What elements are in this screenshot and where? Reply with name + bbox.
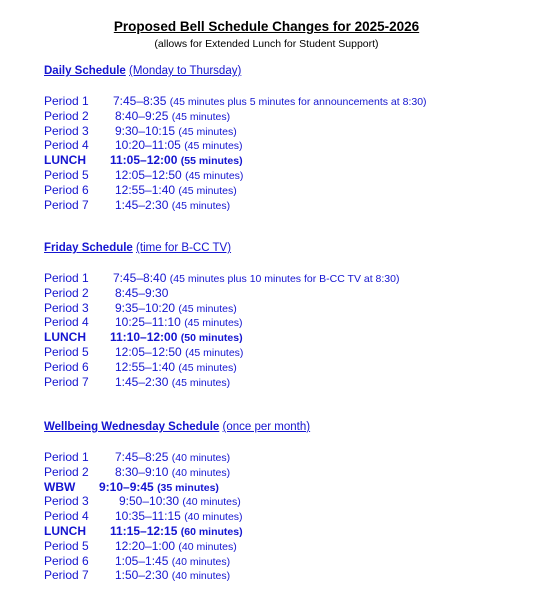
duration-note: (40 minutes)	[178, 540, 237, 553]
duration-note: (40 minutes)	[171, 466, 231, 479]
time-range: 12:05–12:50	[115, 167, 182, 182]
period-time	[99, 480, 219, 496]
duration-note: (45 minutes)	[185, 169, 244, 182]
period-label: Period 3	[44, 494, 89, 509]
duration-note: (50 minutes)	[180, 332, 243, 345]
time-range: 8:30–9:10	[115, 464, 169, 479]
period-time	[115, 109, 230, 125]
period-time	[115, 183, 237, 199]
schedule-row	[44, 509, 514, 524]
time-range: 10:35–11:15	[115, 509, 181, 524]
schedule-row	[44, 465, 514, 480]
duration-note: (45 minutes)	[184, 317, 243, 330]
duration-note: (60 minutes)	[180, 525, 243, 538]
time-range: 7:45–8:40	[113, 271, 167, 285]
schedule-row	[44, 183, 514, 198]
period-time	[115, 315, 243, 331]
period-label: Period 6	[44, 182, 89, 197]
friday-schedule-rows	[44, 271, 514, 389]
schedule-row	[44, 138, 514, 153]
schedule-row	[44, 524, 514, 539]
period-label: Period 4	[44, 138, 89, 153]
period-label: Period 7	[44, 197, 89, 212]
period-label: Period 6	[44, 359, 89, 374]
period-label: WBW	[44, 479, 76, 494]
document-title: Proposed Bell Schedule Changes for 2025-2026	[113, 19, 420, 34]
period-time	[115, 286, 168, 301]
friday-schedule-heading	[44, 242, 231, 254]
period-time	[115, 509, 243, 525]
period-label: Period 1	[44, 94, 89, 108]
time-range: 1:05–1:45	[115, 553, 169, 568]
period-time	[119, 494, 241, 510]
period-label: Period 5	[44, 538, 89, 553]
schedule-row	[44, 480, 514, 495]
time-range: 7:45–8:35	[113, 94, 167, 108]
period-time	[115, 301, 237, 317]
time-range: 12:05–12:50	[115, 344, 182, 359]
period-time	[113, 94, 427, 110]
section-title: Daily Schedule	[44, 65, 126, 77]
period-label: Period 3	[44, 123, 89, 138]
time-range: 1:50–2:30	[115, 568, 169, 583]
period-label: Period 2	[44, 108, 89, 123]
period-label: Period 7	[44, 374, 89, 389]
schedule-row	[44, 568, 514, 583]
period-label: Period 2	[44, 464, 89, 479]
schedule-row	[44, 539, 514, 554]
period-label: LUNCH	[44, 523, 86, 538]
time-range: 11:15–12:15	[110, 523, 178, 538]
duration-note: (45 minutes)	[171, 199, 231, 212]
time-range: 11:10–12:00	[110, 330, 178, 345]
period-label: Period 4	[44, 315, 89, 330]
period-time	[115, 465, 230, 481]
schedule-row	[44, 554, 514, 569]
period-time	[110, 153, 243, 169]
period-label: LUNCH	[44, 330, 86, 345]
schedule-row	[44, 168, 514, 183]
duration-note: (45 minutes)	[178, 302, 237, 315]
duration-note: (40 minutes)	[171, 555, 231, 568]
period-time	[115, 168, 243, 184]
time-range: 8:45–9:30	[115, 285, 169, 300]
period-label: Period 5	[44, 167, 89, 182]
duration-note: (45 minutes)	[178, 184, 237, 197]
time-range: 9:50–10:30	[119, 494, 180, 509]
duration-note: (45 minutes)	[184, 140, 243, 153]
schedule-row	[44, 94, 514, 109]
duration-note: (45 minutes)	[171, 376, 231, 389]
duration-note: (40 minutes)	[184, 511, 243, 524]
schedule-row	[44, 301, 514, 316]
duration-note: (35 minutes)	[157, 481, 219, 494]
duration-note: (40 minutes)	[182, 496, 241, 509]
schedule-row	[44, 109, 514, 124]
section-note: (Monday to Thursday)	[129, 65, 242, 77]
document-subtitle: (allows for Extended Lunch for Student Support)	[154, 38, 379, 50]
time-range: 9:35–10:20	[115, 300, 176, 315]
time-range: 12:55–1:40	[115, 182, 176, 197]
period-time	[115, 568, 230, 584]
time-range: 12:20–1:00	[115, 538, 176, 553]
wellbeing-wednesday-rows	[44, 450, 514, 583]
time-range: 10:20–11:05	[115, 138, 181, 153]
period-time	[115, 345, 243, 361]
schedule-row	[44, 271, 514, 286]
time-range: 12:55–1:40	[115, 359, 176, 374]
period-label: Period 6	[44, 553, 89, 568]
period-label: Period 7	[44, 568, 89, 583]
time-range: 1:45–2:30	[115, 197, 169, 212]
schedule-row	[44, 330, 514, 345]
period-time	[115, 539, 237, 555]
period-time	[115, 360, 237, 376]
period-time	[110, 330, 243, 346]
section-note: (time for B-CC TV)	[136, 242, 232, 254]
time-range: 10:25–11:10	[115, 315, 181, 330]
time-range: 8:40–9:25	[115, 108, 169, 123]
duration-note: (45 minutes plus 5 minutes for announcements at 8:30)	[169, 96, 427, 108]
time-range: 11:05–12:00	[110, 153, 178, 168]
schedule-row	[44, 124, 514, 139]
schedule-row	[44, 153, 514, 168]
daily-schedule-rows	[44, 94, 514, 212]
section-title: Friday Schedule	[44, 242, 133, 254]
section-note: (once per month)	[222, 421, 311, 433]
period-label: Period 2	[44, 285, 89, 300]
schedule-row	[44, 198, 514, 213]
schedule-row	[44, 494, 514, 509]
period-time	[115, 554, 230, 570]
period-label: Period 1	[44, 450, 89, 464]
section-title: Wellbeing Wednesday Schedule	[44, 421, 220, 433]
period-label: Period 4	[44, 509, 89, 524]
duration-note: (45 minutes)	[178, 125, 237, 138]
period-time	[113, 271, 399, 287]
duration-note: (55 minutes)	[180, 155, 243, 168]
period-time	[115, 375, 230, 391]
time-range: 9:30–10:15	[115, 123, 176, 138]
duration-note: (45 minutes)	[178, 361, 237, 374]
period-time	[115, 124, 237, 140]
duration-note: (40 minutes)	[171, 570, 231, 583]
time-range: 9:10–9:45	[99, 479, 154, 494]
period-time	[110, 524, 243, 540]
schedule-row	[44, 345, 514, 360]
period-time	[115, 450, 230, 466]
schedule-row	[44, 450, 514, 465]
wellbeing-wednesday-heading	[44, 421, 310, 433]
schedule-row	[44, 286, 514, 301]
period-time	[115, 138, 243, 154]
schedule-row	[44, 360, 514, 375]
schedule-row	[44, 375, 514, 390]
duration-note: (45 minutes)	[171, 110, 231, 123]
period-label: LUNCH	[44, 153, 86, 168]
period-label: Period 5	[44, 344, 89, 359]
duration-note: (40 minutes)	[171, 452, 231, 464]
schedule-row	[44, 315, 514, 330]
time-range: 7:45–8:25	[115, 450, 169, 464]
period-label: Period 3	[44, 300, 89, 315]
period-time	[115, 198, 230, 214]
duration-note: (45 minutes plus 10 minutes for B-CC TV at 8:30)	[169, 273, 400, 285]
duration-note: (45 minutes)	[185, 346, 244, 359]
time-range: 1:45–2:30	[115, 374, 169, 389]
daily-schedule-heading	[44, 65, 241, 77]
period-label: Period 1	[44, 271, 89, 285]
